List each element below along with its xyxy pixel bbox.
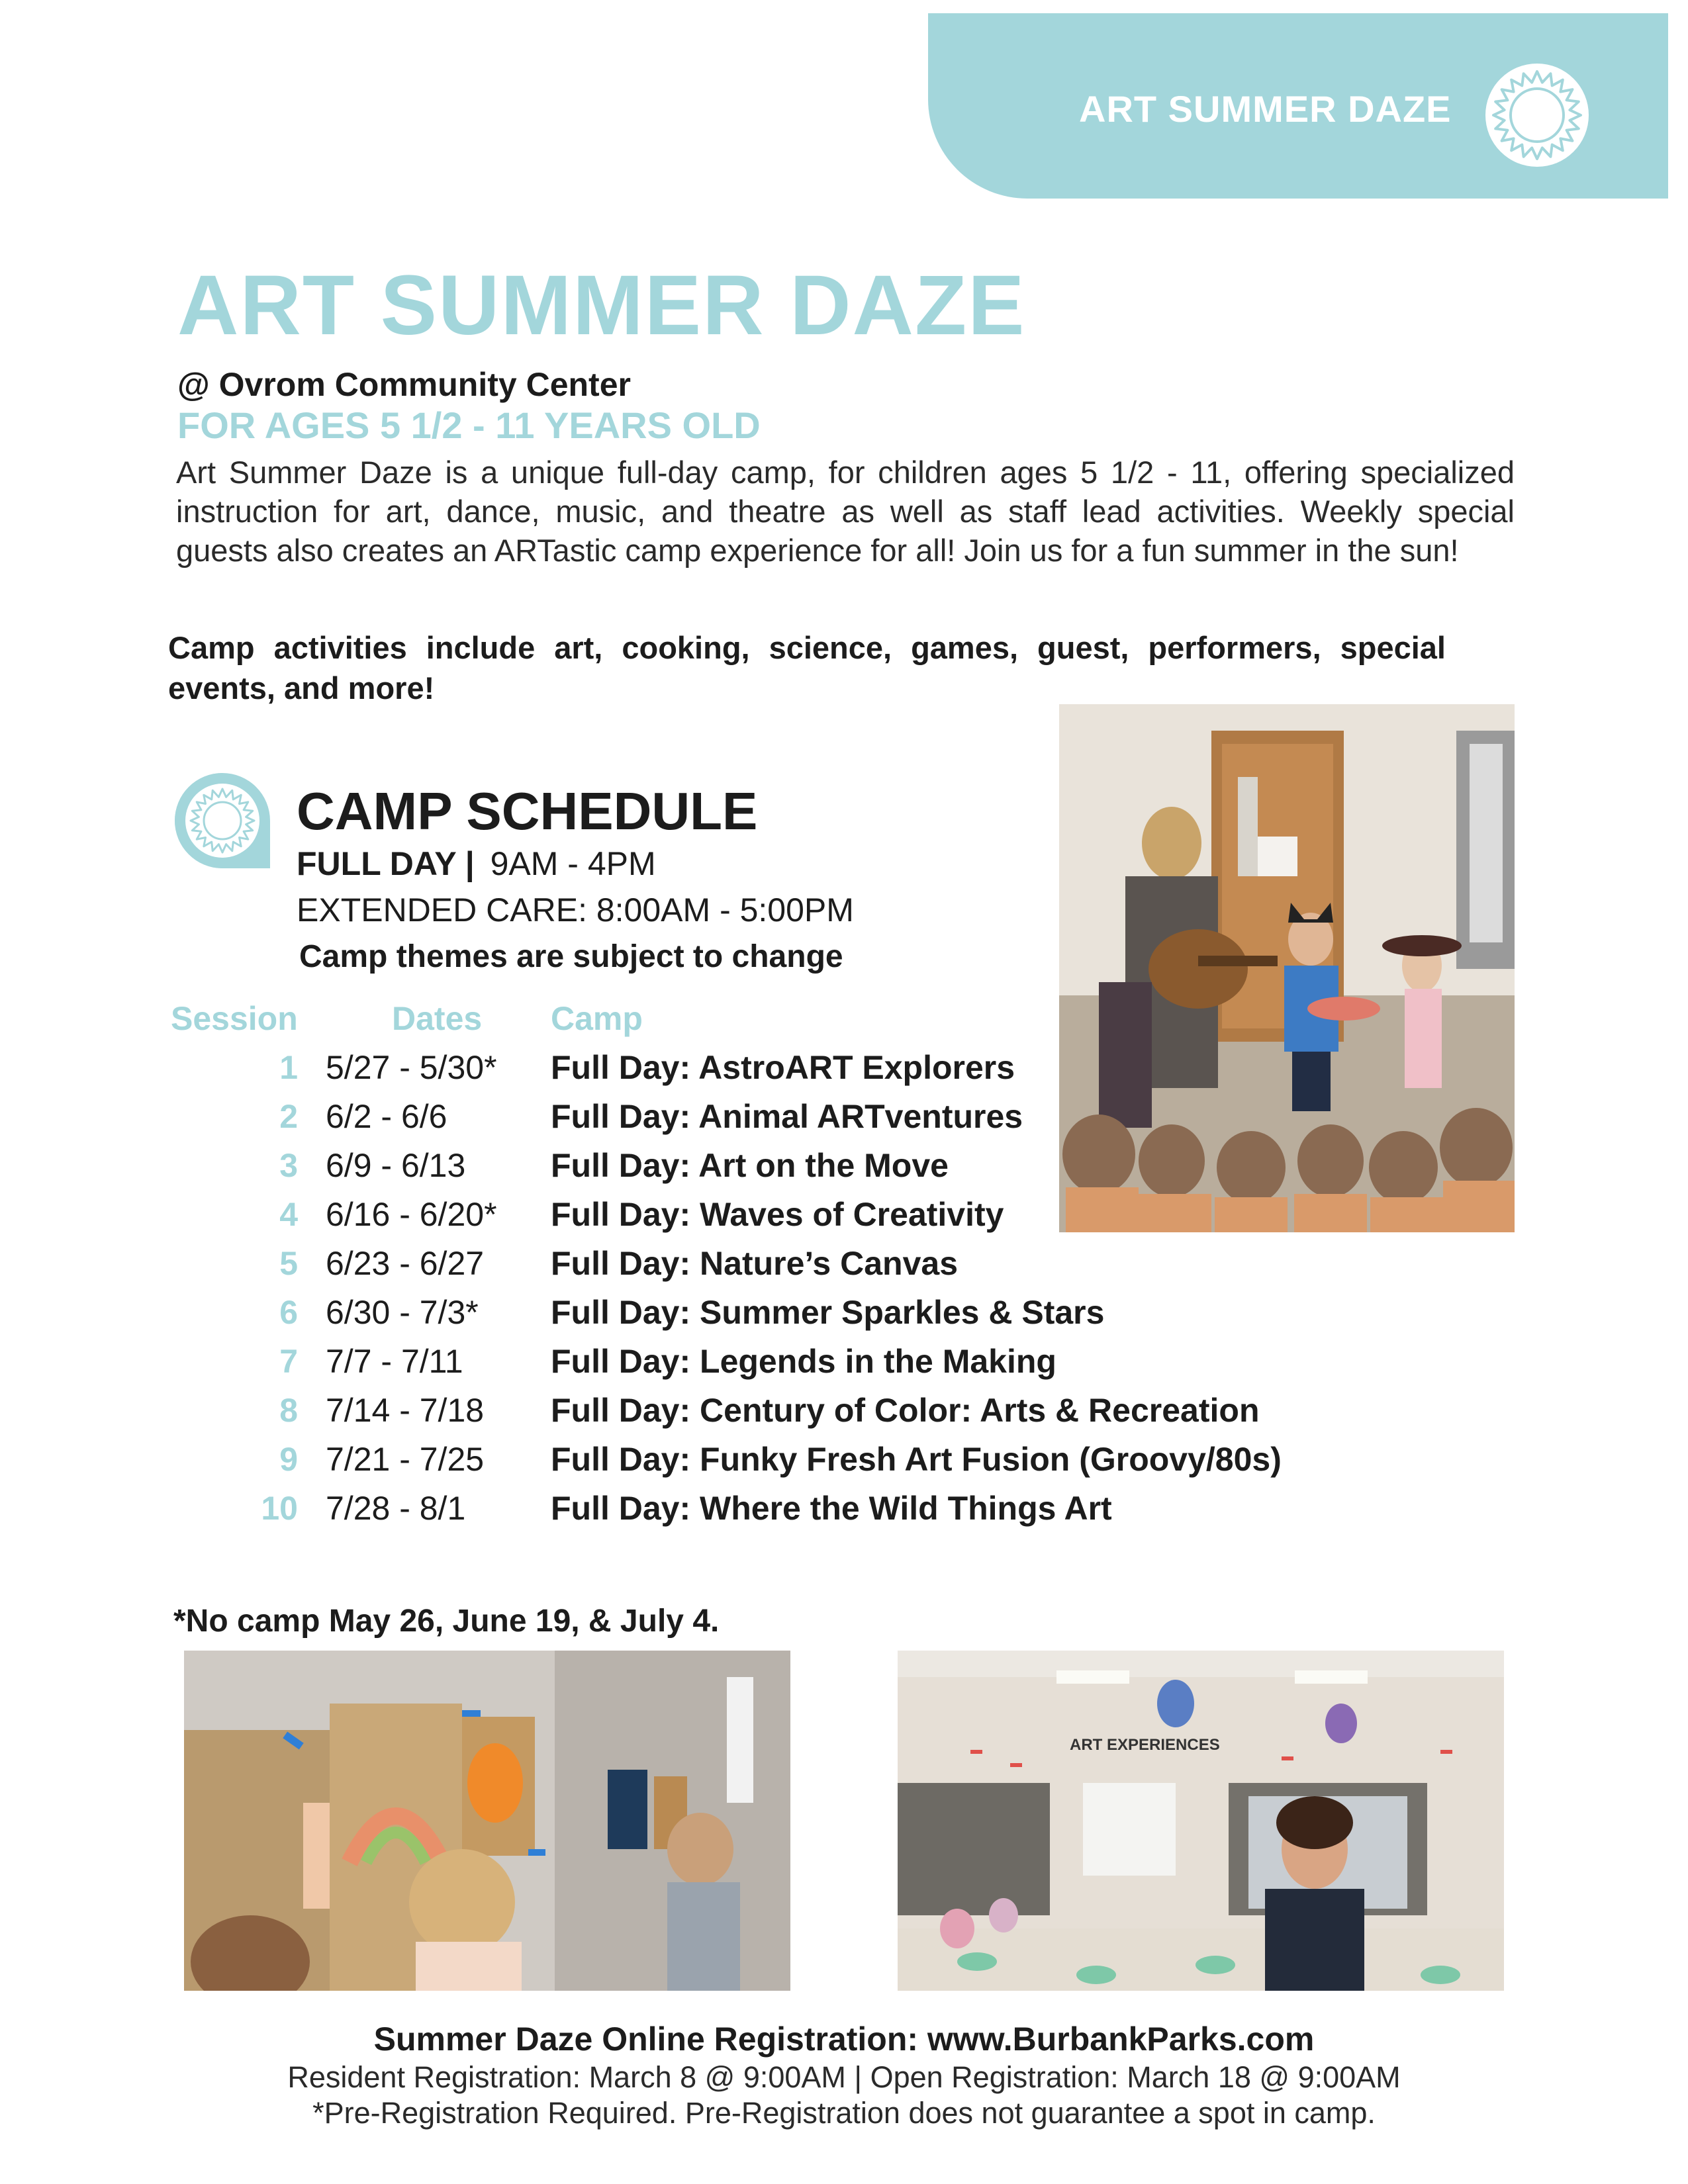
session-dates: 7/21 - 7/25 <box>326 1441 485 1478</box>
full-day-label: FULL DAY | <box>297 845 475 882</box>
camp-activities: Camp activities include art, cooking, science, games, guest, performers, special events, and more! <box>168 630 1446 705</box>
schedule-row <box>0 1440 1390 1489</box>
session-dates: 6/23 - 6/27 <box>326 1245 485 1282</box>
venue-line: @ Ovrom Community Center <box>177 366 631 403</box>
ages-line: FOR AGES 5 1/2 - 11 YEARS OLD <box>177 404 761 446</box>
schedule-row <box>0 1293 1390 1342</box>
session-number: 10 <box>261 1490 298 1527</box>
session-number: 7 <box>279 1343 298 1380</box>
session-camp: Full Day: AstroART Explorers <box>551 1049 1015 1086</box>
schedule-title: CAMP SCHEDULE <box>297 782 758 841</box>
session-number: 2 <box>279 1098 298 1135</box>
registration-line: Summer Daze Online Registration: www.BurbankParks.com <box>373 2021 1315 2058</box>
session-dates: 7/14 - 7/18 <box>326 1392 485 1429</box>
sun-logo-icon <box>1484 62 1590 168</box>
session-number: 6 <box>279 1294 298 1331</box>
no-camp-note: *No camp May 26, June 19, & July 4. <box>173 1604 720 1639</box>
registration-note: *Pre-Registration Required. Pre-Registration does not guarantee a spot in camp. <box>312 2096 1376 2130</box>
session-dates: 6/16 - 6/20* <box>326 1196 497 1233</box>
room-sign-text: ART EXPERIENCES <box>1070 1736 1220 1754</box>
column-header-dates: Dates <box>392 1000 483 1037</box>
session-camp: Full Day: Animal ARTventures <box>551 1098 1023 1135</box>
session-number: 3 <box>279 1147 298 1184</box>
session-camp: Full Day: Art on the Move <box>551 1147 949 1184</box>
session-dates: 7/28 - 8/1 <box>326 1490 466 1527</box>
session-camp: Full Day: Legends in the Making <box>551 1343 1056 1380</box>
session-camp: Full Day: Funky Fresh Art Fusion (Groovy/80s) <box>551 1441 1282 1478</box>
column-header-camp: Camp <box>551 1000 643 1037</box>
session-dates: 6/30 - 7/3* <box>326 1294 479 1331</box>
photo-children-drawing <box>184 1651 790 1991</box>
session-number: 5 <box>279 1245 298 1282</box>
session-camp: Full Day: Nature’s Canvas <box>551 1245 959 1282</box>
session-dates: 7/7 - 7/11 <box>326 1343 463 1380</box>
extended-care-hours: EXTENDED CARE: 8:00AM - 5:00PM <box>297 891 854 929</box>
column-header-session: Session <box>171 1000 298 1037</box>
session-number: 4 <box>279 1196 298 1233</box>
session-number: 9 <box>279 1441 298 1478</box>
session-number: 8 <box>279 1392 298 1429</box>
photo-guitar-performer <box>1059 704 1515 1232</box>
session-dates: 5/27 - 5/30* <box>326 1049 497 1086</box>
header-tab-title: ART SUMMER DAZE <box>1079 88 1452 130</box>
page-title: ART SUMMER DAZE <box>177 258 1026 353</box>
session-camp: Full Day: Where the Wild Things Art <box>551 1490 1112 1527</box>
registration-dates: Resident Registration: March 8 @ 9:00AM | Open Registration: March 18 @ 9:00AM <box>287 2060 1401 2094</box>
session-dates: 6/2 - 6/6 <box>326 1098 447 1135</box>
session-number: 1 <box>279 1049 298 1086</box>
photo-art-room <box>898 1651 1504 1991</box>
schedule-row <box>0 1244 1390 1293</box>
schedule-row <box>0 1391 1390 1440</box>
session-camp: Full Day: Century of Color: Arts & Recreation <box>551 1392 1260 1429</box>
schedule-row <box>0 1489 1390 1538</box>
full-day-hours-row <box>297 844 656 883</box>
footer <box>0 2019 1688 2131</box>
camp-description: Art Summer Daze is a unique full-day camp, for children ages 5 1/2 - 11, offering specialized instruction for art, dance, music, and theatre as well as staff lead activities. Weekly special guests also creates an ARTastic camp experience for all! Join us for a fun summer in the sun! <box>176 455 1515 568</box>
themes-note: Camp themes are subject to change <box>299 939 843 974</box>
sun-badge-icon <box>171 769 274 872</box>
session-camp: Full Day: Waves of Creativity <box>551 1196 1004 1233</box>
session-camp: Full Day: Summer Sparkles & Stars <box>551 1294 1105 1331</box>
session-dates: 6/9 - 6/13 <box>326 1147 466 1184</box>
full-day-hours: 9AM - 4PM <box>490 845 656 882</box>
schedule-row <box>0 1342 1390 1391</box>
